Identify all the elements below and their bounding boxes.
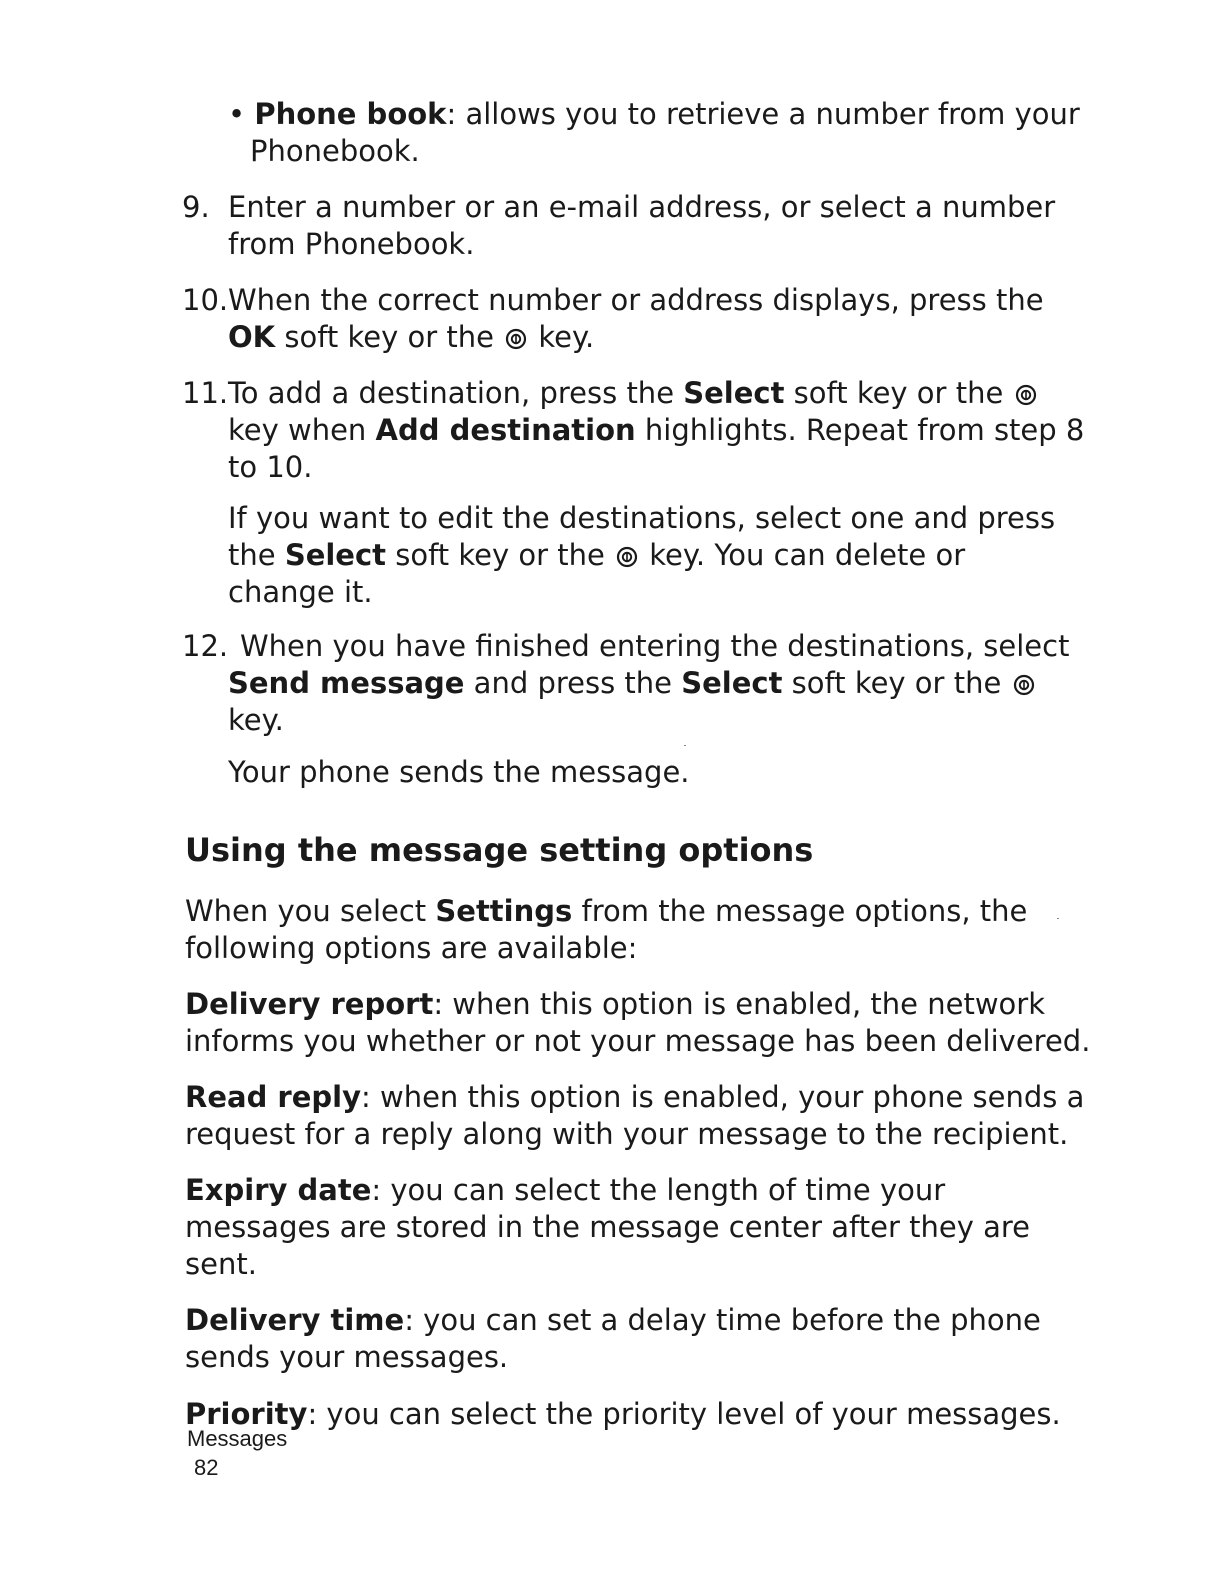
ok-key-icon (1015, 384, 1037, 406)
section-intro (185, 893, 1027, 967)
section-heading: Using the message setting options (185, 831, 814, 869)
text-span: from the message options, the (572, 894, 1028, 928)
text-line: sends your messages. (185, 1340, 509, 1374)
step-number: 12. (182, 629, 229, 663)
option-expiry-date (185, 1172, 1030, 1283)
option-delivery-time (185, 1302, 1041, 1376)
step-11-note (228, 500, 1055, 611)
text-span: : you can set a delay time before the phone (404, 1303, 1041, 1337)
scan-speck (1057, 918, 1059, 919)
text-span: the (228, 538, 285, 572)
text-line: Enter a number or an e-mail address, or select a number (228, 190, 1056, 224)
step-number: 9. (182, 190, 210, 224)
text-span: soft key or the (275, 320, 504, 354)
step-9 (182, 189, 1055, 263)
text-span: : you can select the priority level of your messages. (307, 1397, 1061, 1431)
text-line: messages are stored in the message center after they are (185, 1210, 1030, 1244)
term-add-destination: Add destination (375, 413, 636, 447)
text-span: soft key or the (782, 666, 1011, 700)
text-span: : when this option is enabled, the network (433, 987, 1046, 1021)
term-send-message: Send message (228, 666, 465, 700)
option-delivery-report (185, 986, 1090, 1060)
bullet-phonebook (228, 96, 1080, 170)
text-line: : allows you to retrieve a number from your (446, 97, 1080, 131)
text-line: Phonebook. (250, 134, 420, 168)
text-span: and press the (464, 666, 682, 700)
step-12-result: Your phone sends the message. (228, 755, 690, 789)
text-line: When the correct number or address displays, press the (228, 283, 1044, 317)
option-priority (185, 1396, 1061, 1433)
text-span: key. You can delete or (640, 538, 966, 572)
term-priority: Priority (185, 1397, 308, 1431)
term-delivery-time: Delivery time (185, 1303, 405, 1337)
term-select: Select (683, 376, 785, 410)
text-span: highlights. Repeat from step 8 (635, 413, 1085, 447)
text-line: following options are available: (185, 931, 638, 965)
ok-key-icon (1013, 674, 1035, 696)
term-expiry-date: Expiry date (185, 1173, 372, 1207)
text-line: request for a reply along with your message to the recipient. (185, 1117, 1069, 1151)
ok-key-icon (505, 328, 527, 350)
term-settings: Settings (435, 894, 573, 928)
footer-section-name: Messages (187, 1426, 288, 1451)
ok-key-icon (616, 546, 638, 568)
text-line: When you have finished entering the destinations, select (240, 629, 1070, 663)
text-line: key. (228, 703, 284, 737)
option-read-reply (185, 1079, 1084, 1153)
text-span: soft key or the (784, 376, 1013, 410)
text-line: to 10. (228, 450, 313, 484)
text-span: key when (228, 413, 376, 447)
text-line: If you want to edit the destinations, select one and press (228, 501, 1056, 535)
text-line: from Phonebook. (228, 227, 475, 261)
bullet-mark: • (228, 97, 246, 131)
text-span: : when this option is enabled, your phone sends a (361, 1080, 1085, 1114)
step-number: 11. (182, 376, 229, 410)
scan-speck (684, 745, 686, 746)
text-line: change it. (228, 575, 373, 609)
step-11 (182, 375, 1084, 486)
term-phone-book: Phone book (254, 97, 447, 131)
text-span: : you can select the length of time your (371, 1173, 946, 1207)
step-number: 10. (182, 283, 229, 317)
term-read-reply: Read reply (185, 1080, 361, 1114)
term-select: Select (681, 666, 783, 700)
text-span: When you select (185, 894, 436, 928)
text-line: informs you whether or not your message has been delivered. (185, 1024, 1091, 1058)
term-delivery-report: Delivery report (185, 987, 434, 1021)
text-span: soft key or the (386, 538, 615, 572)
text-span: key. (529, 320, 595, 354)
footer-page-number: 82 (194, 1455, 219, 1480)
text-line: sent. (185, 1247, 257, 1281)
text-span: To add a destination, press the (228, 376, 684, 410)
step-12 (182, 628, 1069, 739)
term-ok: OK (228, 320, 276, 354)
term-select: Select (284, 538, 387, 572)
step-10 (182, 282, 1044, 356)
